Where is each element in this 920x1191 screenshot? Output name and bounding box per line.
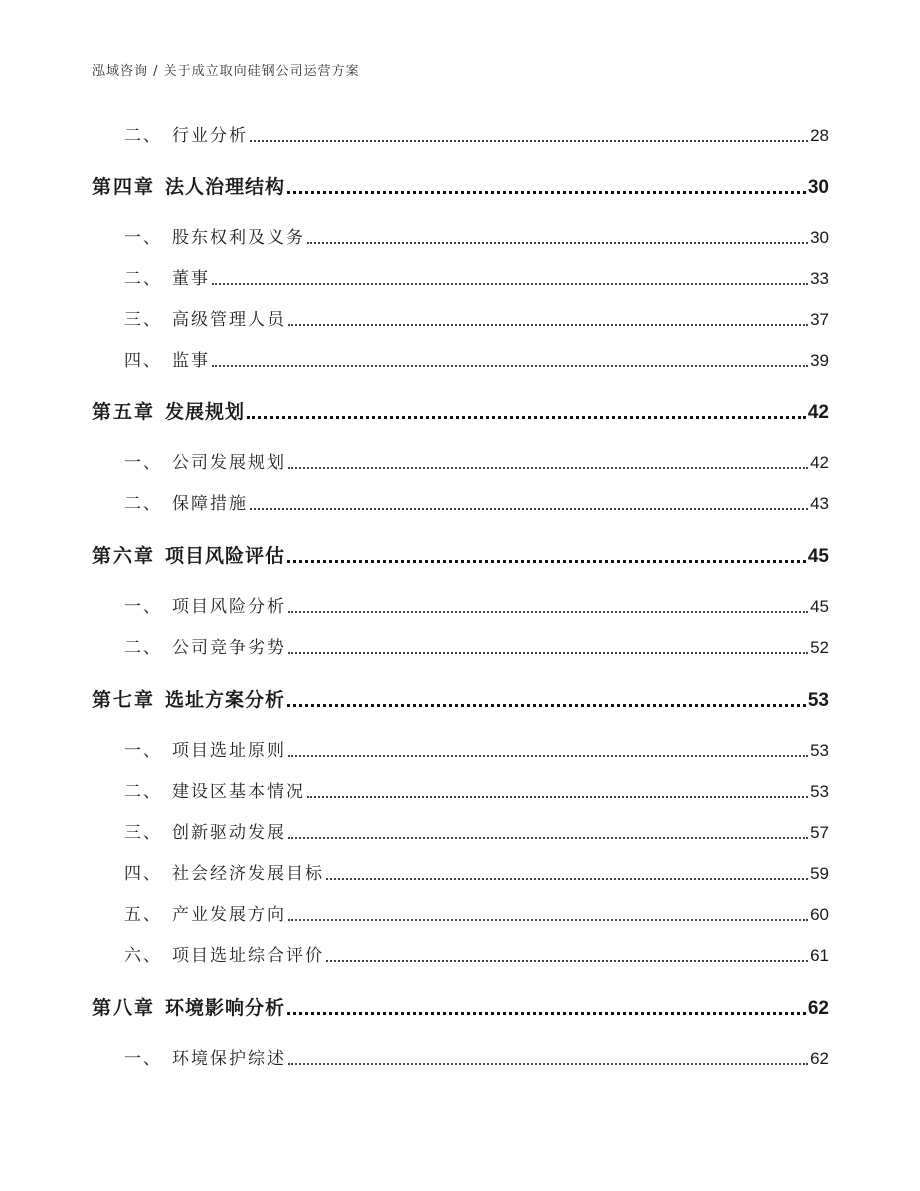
- toc-chapter-title: 发展规划: [165, 401, 246, 423]
- toc-dot-leader: [288, 755, 808, 757]
- toc-entry-number: 四、: [124, 351, 162, 371]
- toc-chapter-number: 第六章: [92, 545, 156, 567]
- toc-dot-leader: [250, 140, 808, 142]
- toc-entry[interactable]: [92, 490, 829, 514]
- toc-page-number: 59: [810, 864, 829, 883]
- toc-chapter-number: 第七章: [92, 689, 156, 711]
- toc-page-number: 42: [810, 453, 829, 472]
- toc-page-number: 60: [810, 905, 829, 924]
- toc-entry[interactable]: [92, 265, 829, 289]
- toc-page-number: 39: [810, 351, 829, 370]
- toc-page-number: 52: [810, 638, 829, 657]
- toc-entry-number: 六、: [124, 946, 162, 966]
- toc-entry-number: 二、: [124, 269, 162, 289]
- toc-entry-title: 项目选址综合评价: [172, 946, 324, 966]
- toc-page-number: 43: [810, 494, 829, 513]
- toc-entry-title: 建设区基本情况: [172, 782, 305, 802]
- toc-entry[interactable]: [92, 737, 829, 761]
- toc-entry-number: 一、: [124, 1049, 162, 1069]
- toc-entry-title: 社会经济发展目标: [172, 864, 324, 884]
- toc-entry-title: 行业分析: [172, 126, 248, 146]
- toc-page-number: 62: [810, 1049, 829, 1068]
- toc-dot-leader: [287, 1012, 806, 1015]
- toc-page-number: 33: [810, 269, 829, 288]
- toc-page-number: 61: [810, 946, 829, 965]
- toc-dot-leader: [287, 560, 806, 563]
- toc-entry-number: 二、: [124, 126, 162, 146]
- toc-dot-leader: [288, 611, 808, 613]
- toc-entry-number: 一、: [124, 228, 162, 248]
- toc-entry-number: 三、: [124, 310, 162, 330]
- toc-entry-title: 项目风险分析: [172, 597, 286, 617]
- toc-entry-number: 三、: [124, 823, 162, 843]
- toc-dot-leader: [326, 878, 808, 880]
- toc-entry-title: 保障措施: [172, 494, 248, 514]
- toc-entry[interactable]: [92, 634, 829, 658]
- toc-page-number: 62: [807, 998, 829, 1019]
- toc-page-number: 42: [807, 402, 829, 423]
- toc-chapter-number: 第五章: [92, 401, 156, 423]
- toc-entry[interactable]: [92, 819, 829, 843]
- header-divider: [92, 86, 828, 87]
- toc-chapter[interactable]: [92, 992, 829, 1020]
- toc-entry-number: 四、: [124, 864, 162, 884]
- toc-entry[interactable]: [92, 942, 829, 966]
- toc-chapter-number: 第八章: [92, 997, 156, 1019]
- toc-entry-number: 二、: [124, 494, 162, 514]
- toc-entry-number: 一、: [124, 597, 162, 617]
- toc-entry-title: 创新驱动发展: [172, 823, 286, 843]
- toc-entry-title: 股东权利及义务: [172, 228, 305, 248]
- toc-dot-leader: [288, 1063, 808, 1065]
- toc-entry[interactable]: [92, 860, 829, 884]
- toc-dot-leader: [250, 508, 808, 510]
- toc-chapter[interactable]: [92, 540, 829, 568]
- toc-page-number: 57: [810, 823, 829, 842]
- toc-chapter-title: 选址方案分析: [165, 689, 286, 711]
- toc-entry-number: 一、: [124, 741, 162, 761]
- toc-entry[interactable]: [92, 449, 829, 473]
- page-header: 泓域咨询 / 关于成立取向硅钢公司运营方案: [92, 64, 360, 79]
- toc-chapter-title: 法人治理结构: [165, 176, 286, 198]
- toc-page-number: 45: [807, 546, 829, 567]
- toc-page-number: 30: [807, 177, 829, 198]
- toc-dot-leader: [287, 704, 806, 707]
- toc-page-number: 30: [810, 228, 829, 247]
- toc-entry-title: 高级管理人员: [172, 310, 286, 330]
- toc-entry[interactable]: [92, 901, 829, 925]
- toc-entry[interactable]: [92, 122, 829, 146]
- toc-dot-leader: [247, 416, 806, 419]
- toc-chapter[interactable]: [92, 171, 829, 199]
- toc-page-number: 45: [810, 597, 829, 616]
- toc-entry-title: 项目选址原则: [172, 741, 286, 761]
- toc-dot-leader: [326, 960, 808, 962]
- toc-dot-leader: [288, 919, 808, 921]
- toc-entry[interactable]: [92, 224, 829, 248]
- toc-entry[interactable]: [92, 593, 829, 617]
- toc-page-number: 53: [810, 782, 829, 801]
- toc-entry[interactable]: [92, 347, 829, 371]
- toc-page-number: 37: [810, 310, 829, 329]
- toc-entry-number: 二、: [124, 638, 162, 658]
- toc-entry-title: 董事: [172, 269, 210, 289]
- toc-dot-leader: [288, 652, 808, 654]
- toc-entry-title: 公司竞争劣势: [172, 638, 286, 658]
- toc-entry-title: 公司发展规划: [172, 453, 286, 473]
- toc-entry-title: 环境保护综述: [172, 1049, 286, 1069]
- toc-entry-title: 监事: [172, 351, 210, 371]
- toc-dot-leader: [288, 324, 808, 326]
- toc-entry-number: 一、: [124, 453, 162, 473]
- toc-dot-leader: [287, 191, 806, 194]
- toc-entry-number: 二、: [124, 782, 162, 802]
- toc-entry[interactable]: [92, 1045, 829, 1069]
- toc-page-number: 53: [807, 690, 829, 711]
- toc-dot-leader: [212, 365, 808, 367]
- toc-page-number: 53: [810, 741, 829, 760]
- toc-dot-leader: [288, 837, 808, 839]
- toc-entry[interactable]: [92, 778, 829, 802]
- toc-chapter[interactable]: [92, 684, 829, 712]
- toc-dot-leader: [307, 796, 808, 798]
- toc-page-number: 28: [810, 126, 829, 145]
- toc-dot-leader: [212, 283, 808, 285]
- toc-entry[interactable]: [92, 306, 829, 330]
- toc-chapter-title: 环境影响分析: [165, 997, 286, 1019]
- toc-entry-title: 产业发展方向: [172, 905, 286, 925]
- toc-chapter[interactable]: [92, 396, 829, 424]
- toc-chapter-title: 项目风险评估: [165, 545, 286, 567]
- toc-chapter-number: 第四章: [92, 176, 156, 198]
- toc-dot-leader: [288, 467, 808, 469]
- toc-dot-leader: [307, 242, 808, 244]
- toc-entry-number: 五、: [124, 905, 162, 925]
